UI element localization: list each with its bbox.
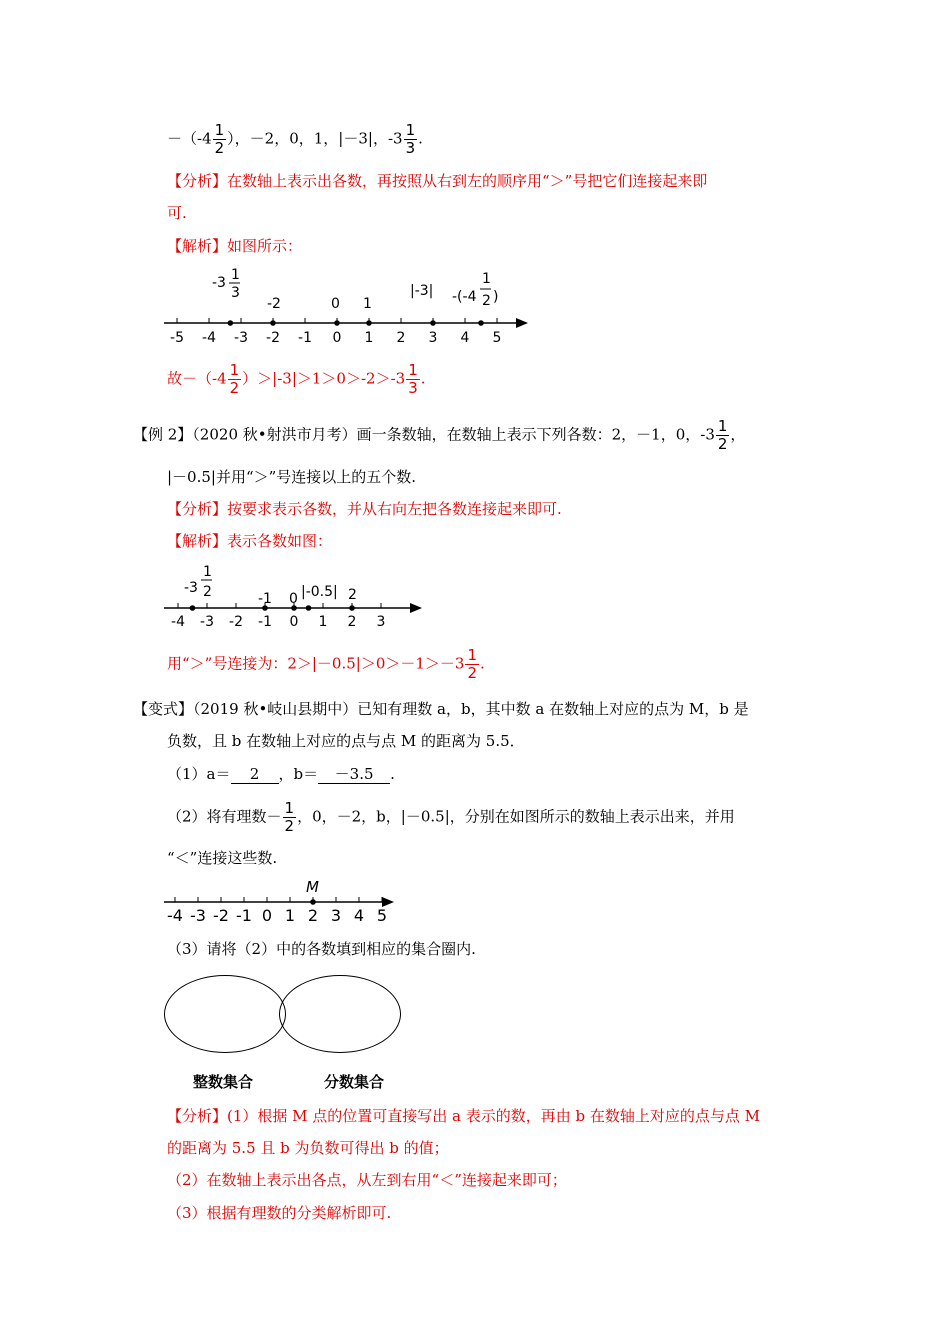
example-2-solution: 【解析】表示各数如图： bbox=[167, 532, 333, 550]
example-2-analysis: 【分析】按要求表示各数，并从右向左把各数连接起来即可. bbox=[167, 500, 562, 518]
fraction-set-label: 分数集合 bbox=[324, 1073, 385, 1091]
label-neg-neg-4-1-2: -(-4 bbox=[452, 289, 477, 305]
label-frac-num: 1 bbox=[231, 267, 240, 283]
number-line-3 bbox=[160, 875, 400, 930]
tick-label: 2 bbox=[396, 330, 406, 346]
number-line-1 bbox=[160, 265, 540, 355]
svg-text:): ) bbox=[493, 289, 499, 305]
example-2-line2: |－0.5|并用“＞”号连接以上的五个数. bbox=[167, 468, 417, 486]
tick-label: -3 bbox=[200, 614, 214, 630]
tick-label: 4 bbox=[353, 906, 365, 925]
label-2: 2 bbox=[348, 587, 357, 603]
variant-analysis-2: 的距离为 5.5 且 b 为负数可得出 b 的值； bbox=[167, 1139, 449, 1157]
tick-label: -1 bbox=[258, 614, 272, 630]
analysis-text: 【分析】在数轴上表示出各数，再按照从右到左的顺序用“＞”号把它们连接起来即 bbox=[167, 172, 708, 190]
point-marker bbox=[430, 320, 436, 326]
variant-analysis-3: （2）在数轴上表示出各点，从左到右用“＜”连接起来即可； bbox=[167, 1171, 567, 1189]
tick-label: 2 bbox=[347, 614, 357, 630]
label-abs-neg-3: |-3| bbox=[410, 283, 434, 299]
tick-label: -2 bbox=[266, 330, 280, 346]
tick-label: -4 bbox=[202, 330, 216, 346]
tick-label: 1 bbox=[318, 614, 328, 630]
label-0: 0 bbox=[289, 591, 298, 607]
question-3: （3）请将（2）中的各数填到相应的集合圈内. bbox=[167, 940, 476, 958]
tick-label: 1 bbox=[284, 906, 296, 925]
point-marker bbox=[306, 605, 312, 611]
tick-label: -4 bbox=[167, 906, 183, 925]
svg-text:2: 2 bbox=[482, 293, 491, 309]
question-2-cont: “＜”连接这些数. bbox=[167, 849, 278, 867]
integer-set-label: 整数集合 bbox=[193, 1073, 254, 1091]
analysis-text-cont: 可. bbox=[167, 204, 187, 222]
tick-label: 0 bbox=[261, 906, 273, 925]
tick-label: 3 bbox=[376, 614, 386, 630]
tick-label: 2 bbox=[307, 906, 319, 925]
tick-label: -5 bbox=[170, 330, 184, 346]
point-marker bbox=[310, 899, 316, 905]
tick-label: 0 bbox=[332, 330, 342, 346]
solution-text: 【解析】如图所示： bbox=[167, 237, 303, 255]
example-2-heading: 【例 2】（2020 秋•射洪市月考）画一条数轴，在数轴上表示下列各数：2，－1，0，-3 $\frac{1}{2}$ ， bbox=[133, 417, 746, 453]
tick-label: 0 bbox=[289, 614, 299, 630]
label-neg-3-1-2: -3 bbox=[184, 580, 198, 596]
label-abs-neg-0-5: |-0.5| bbox=[301, 584, 338, 600]
tick-label: -2 bbox=[229, 614, 243, 630]
point-marker bbox=[334, 320, 340, 326]
conclusion-line: 故－（-4 $\frac{1}{2}$ ）＞|-3|＞1＞0＞-2＞-3 $\frac{1}{3}$ . bbox=[167, 361, 426, 397]
tick-label: -2 bbox=[213, 906, 229, 925]
point-marker bbox=[270, 320, 276, 326]
label-neg-2: -2 bbox=[267, 296, 281, 312]
tick-label: 1 bbox=[364, 330, 374, 346]
point-marker bbox=[478, 320, 484, 326]
fraction: $\frac{1}{2}$ bbox=[214, 121, 225, 157]
tick-label: 3 bbox=[330, 906, 342, 925]
label-frac-den: 3 bbox=[231, 285, 240, 301]
variant-analysis-1: 【分析】(1）根据 M 点的位置可直接写出 a 表示的数，再由 b 在数轴上对应的点与点 M bbox=[167, 1107, 761, 1125]
integer-set-circle bbox=[164, 975, 286, 1053]
label-neg-1: -1 bbox=[258, 591, 272, 607]
variant-heading: 【变式】（2019 秋•岐山县期中）已知有理数 a，b，其中数 a 在数轴上对应的点为 M，b 是 bbox=[133, 700, 749, 718]
answer-b: －3.5 bbox=[318, 765, 390, 784]
variant-heading-cont: 负数，且 b 在数轴上对应的点与点 M 的距离为 5.5． bbox=[167, 732, 525, 750]
number-line-2 bbox=[160, 560, 430, 635]
tick-label: 5 bbox=[492, 330, 502, 346]
svg-text:2: 2 bbox=[203, 584, 212, 600]
svg-text:1: 1 bbox=[482, 271, 491, 287]
label-neg-3-1-3: -3 bbox=[212, 275, 226, 291]
fraction-set-circle bbox=[279, 975, 401, 1053]
tick-label: -3 bbox=[190, 906, 206, 925]
point-marker bbox=[349, 605, 355, 611]
tick-label: 4 bbox=[460, 330, 470, 346]
label-0: 0 bbox=[331, 296, 340, 312]
example-2-conclusion: 用“＞”号连接为：2＞|－0.5|＞0＞－1＞－3 $\frac{1}{2}$ . bbox=[167, 646, 485, 682]
tick-label: -4 bbox=[171, 614, 185, 630]
tick-label: -3 bbox=[234, 330, 248, 346]
svg-text:1: 1 bbox=[203, 564, 212, 580]
tick-label: 3 bbox=[428, 330, 438, 346]
question-2: （2）将有理数－ $\frac{1}{2}$ ，0，－2，b，|－0.5|，分别在如图所示的数轴上表示出来，并用 bbox=[167, 799, 735, 835]
variant-analysis-4: （3）根据有理数的分类解析即可. bbox=[167, 1204, 392, 1222]
point-marker bbox=[190, 605, 196, 611]
point-marker bbox=[228, 320, 234, 326]
tick-label: -1 bbox=[236, 906, 252, 925]
question-1: （1）a＝ 2 ，b＝ －3.5 . bbox=[167, 765, 395, 783]
tick-label: -1 bbox=[298, 330, 312, 346]
answer-a: 2 bbox=[231, 765, 279, 784]
point-marker bbox=[366, 320, 372, 326]
expression-line: －（-4 $\frac{1}{2}$ ），－2，0，1，|－3|，-3 $\frac{1}{3}$ . bbox=[167, 121, 423, 157]
label-m: M bbox=[306, 878, 319, 896]
label-1: 1 bbox=[363, 296, 372, 312]
fraction: $\frac{1}{3}$ bbox=[405, 121, 416, 157]
tick-label: 5 bbox=[376, 906, 388, 925]
